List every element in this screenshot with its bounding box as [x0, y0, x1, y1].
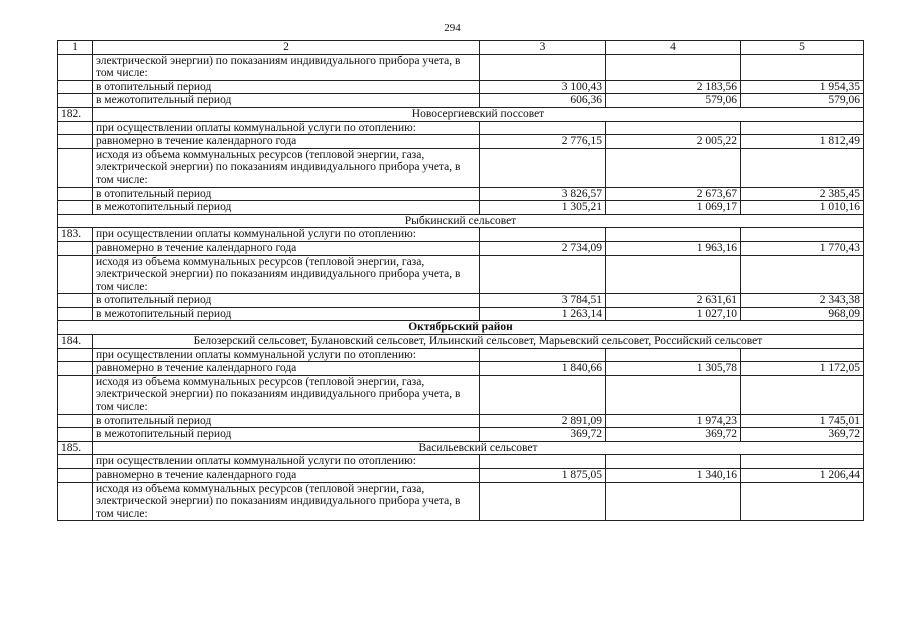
- row-description: в отопительный период: [93, 80, 480, 94]
- table-row: [58, 294, 864, 308]
- row-description: в межотопительный период: [93, 307, 480, 321]
- settlement-heading-row: [58, 335, 864, 349]
- column-header: 4: [606, 41, 741, 55]
- row-description: при осуществлении оплаты коммунальной услуги по отоплению:: [93, 228, 480, 242]
- value-col-3: 2 776,15: [480, 135, 606, 149]
- value-col-4: 579,06: [606, 94, 741, 108]
- row-description: исходя из объема коммунальных ресурсов (тепловой энергии, газа, электрической энергии) по показаниям индивидуального прибора учета, в том числе:: [93, 255, 480, 294]
- item-number: [58, 375, 93, 414]
- value-col-4: [606, 482, 741, 521]
- value-col-5: 579,06: [741, 94, 864, 108]
- value-col-5: 968,09: [741, 307, 864, 321]
- item-number: [58, 121, 93, 135]
- value-col-4: [606, 148, 741, 187]
- value-col-3: 2 891,09: [480, 414, 606, 428]
- item-number: [58, 255, 93, 294]
- value-col-4: [606, 375, 741, 414]
- settlement-name: Рыбкинский сельсовет: [58, 214, 864, 228]
- value-col-3: [480, 375, 606, 414]
- table-row: [58, 80, 864, 94]
- page-number: 294: [444, 22, 461, 34]
- row-description: равномерно в течение календарного года: [93, 362, 480, 376]
- value-col-3: [480, 255, 606, 294]
- row-description: в отопительный период: [93, 294, 480, 308]
- value-col-3: 1 263,14: [480, 307, 606, 321]
- table-row: [58, 348, 864, 362]
- value-col-3: 3 784,51: [480, 294, 606, 308]
- value-col-4: 369,72: [606, 428, 741, 442]
- table-row: [58, 228, 864, 242]
- value-col-5: 2 385,45: [741, 187, 864, 201]
- value-col-3: 606,36: [480, 94, 606, 108]
- row-description: равномерно в течение календарного года: [93, 135, 480, 149]
- row-description: равномерно в течение календарного года: [93, 469, 480, 483]
- item-number: [58, 94, 93, 108]
- row-description: исходя из объема коммунальных ресурсов (тепловой энергии, газа, электрической энергии) по показаниям индивидуального прибора учета, в том числе:: [93, 148, 480, 187]
- row-description: исходя из объема коммунальных ресурсов (тепловой энергии, газа, электрической энергии) по показаниям индивидуального прибора учета, в том числе:: [93, 482, 480, 521]
- item-number: [58, 135, 93, 149]
- settlement-name: Новосергиевский поссовет: [93, 107, 864, 121]
- value-col-5: [741, 482, 864, 521]
- value-col-3: [480, 348, 606, 362]
- table-row: [58, 94, 864, 108]
- value-col-4: 1 340,16: [606, 469, 741, 483]
- table-body: [58, 54, 864, 521]
- value-col-4: [606, 54, 741, 80]
- item-number: [58, 428, 93, 442]
- value-col-5: [741, 121, 864, 135]
- value-col-5: [741, 148, 864, 187]
- column-header: 2: [93, 41, 480, 55]
- table-row: [58, 375, 864, 414]
- tariff-table: [57, 40, 864, 521]
- settlement-heading-row: [58, 441, 864, 455]
- item-number: [58, 455, 93, 469]
- item-number: [58, 482, 93, 521]
- item-number: [58, 469, 93, 483]
- value-col-5: [741, 54, 864, 80]
- value-col-5: 1 812,49: [741, 135, 864, 149]
- row-description: исходя из объема коммунальных ресурсов (тепловой энергии, газа, электрической энергии) по показаниям индивидуального прибора учета, в том числе:: [93, 375, 480, 414]
- value-col-4: 2 183,56: [606, 80, 741, 94]
- table-row: [58, 187, 864, 201]
- column-header: 5: [741, 41, 864, 55]
- value-col-4: [606, 455, 741, 469]
- value-col-4: [606, 348, 741, 362]
- row-description: в межотопительный период: [93, 94, 480, 108]
- item-number: 182.: [58, 107, 93, 121]
- settlement-heading-row: [58, 107, 864, 121]
- column-header: 1: [58, 41, 93, 55]
- value-col-3: 1 840,66: [480, 362, 606, 376]
- item-number: [58, 187, 93, 201]
- value-col-4: [606, 255, 741, 294]
- value-col-3: [480, 482, 606, 521]
- table-row: [58, 201, 864, 215]
- value-col-3: 2 734,09: [480, 241, 606, 255]
- value-col-5: [741, 255, 864, 294]
- item-number: [58, 362, 93, 376]
- table-row: [58, 54, 864, 80]
- value-col-5: [741, 348, 864, 362]
- table-row: [58, 414, 864, 428]
- item-number: [58, 348, 93, 362]
- row-description: при осуществлении оплаты коммунальной услуги по отоплению:: [93, 455, 480, 469]
- value-col-4: [606, 121, 741, 135]
- table-row: [58, 455, 864, 469]
- item-number: [58, 54, 93, 80]
- value-col-4: 1 974,23: [606, 414, 741, 428]
- table-row: [58, 241, 864, 255]
- value-col-5: 1 172,05: [741, 362, 864, 376]
- value-col-4: 1 027,10: [606, 307, 741, 321]
- value-col-4: 2 005,22: [606, 135, 741, 149]
- value-col-3: 3 826,57: [480, 187, 606, 201]
- value-col-4: [606, 228, 741, 242]
- table-row: [58, 148, 864, 187]
- item-number: 185.: [58, 441, 93, 455]
- column-number-header-row: [58, 41, 864, 55]
- row-description: в межотопительный период: [93, 201, 480, 215]
- value-col-4: 1 305,78: [606, 362, 741, 376]
- item-number: [58, 80, 93, 94]
- column-header: 3: [480, 41, 606, 55]
- value-col-3: [480, 455, 606, 469]
- value-col-4: 2 631,61: [606, 294, 741, 308]
- item-number: [58, 201, 93, 215]
- district-name: Октябрьский район: [58, 321, 864, 335]
- row-description: при осуществлении оплаты коммунальной услуги по отоплению:: [93, 348, 480, 362]
- value-col-5: [741, 375, 864, 414]
- value-col-5: 1 206,44: [741, 469, 864, 483]
- value-col-4: 1 069,17: [606, 201, 741, 215]
- district-heading-row: [58, 321, 864, 335]
- row-description: равномерно в течение календарного года: [93, 241, 480, 255]
- item-number: 184.: [58, 335, 93, 349]
- item-number: [58, 294, 93, 308]
- value-col-5: 1 770,43: [741, 241, 864, 255]
- value-col-5: 369,72: [741, 428, 864, 442]
- value-col-5: 1 954,35: [741, 80, 864, 94]
- value-col-4: 1 963,16: [606, 241, 741, 255]
- settlement-name: Васильевский сельсовет: [93, 441, 864, 455]
- table-row: [58, 307, 864, 321]
- value-col-5: 2 343,38: [741, 294, 864, 308]
- value-col-5: [741, 228, 864, 242]
- table-row: [58, 362, 864, 376]
- item-number: [58, 307, 93, 321]
- item-number: [58, 241, 93, 255]
- value-col-4: 2 673,67: [606, 187, 741, 201]
- item-number: [58, 414, 93, 428]
- value-col-3: [480, 228, 606, 242]
- row-description: в межотопительный период: [93, 428, 480, 442]
- table-row: [58, 428, 864, 442]
- item-number: [58, 148, 93, 187]
- row-description: в отопительный период: [93, 414, 480, 428]
- value-col-3: 1 875,05: [480, 469, 606, 483]
- value-col-3: [480, 121, 606, 135]
- value-col-3: 369,72: [480, 428, 606, 442]
- table-row: [58, 135, 864, 149]
- row-description: электрической энергии) по показаниям индивидуального прибора учета, в том числе:: [93, 54, 480, 80]
- value-col-3: [480, 148, 606, 187]
- row-description: при осуществлении оплаты коммунальной услуги по отоплению:: [93, 121, 480, 135]
- settlement-heading-row: [58, 214, 864, 228]
- value-col-3: [480, 54, 606, 80]
- table-row: [58, 255, 864, 294]
- row-description: в отопительный период: [93, 187, 480, 201]
- item-number: 183.: [58, 228, 93, 242]
- value-col-3: 3 100,43: [480, 80, 606, 94]
- table-row: [58, 469, 864, 483]
- table-row: [58, 121, 864, 135]
- value-col-3: 1 305,21: [480, 201, 606, 215]
- value-col-5: 1 010,16: [741, 201, 864, 215]
- table-row: [58, 482, 864, 521]
- value-col-5: 1 745,01: [741, 414, 864, 428]
- value-col-5: [741, 455, 864, 469]
- settlement-name: Белозерский сельсовет, Булановский сельсовет, Ильинский сельсовет, Марьевский сельсовет, Российский сельсовет: [93, 335, 864, 349]
